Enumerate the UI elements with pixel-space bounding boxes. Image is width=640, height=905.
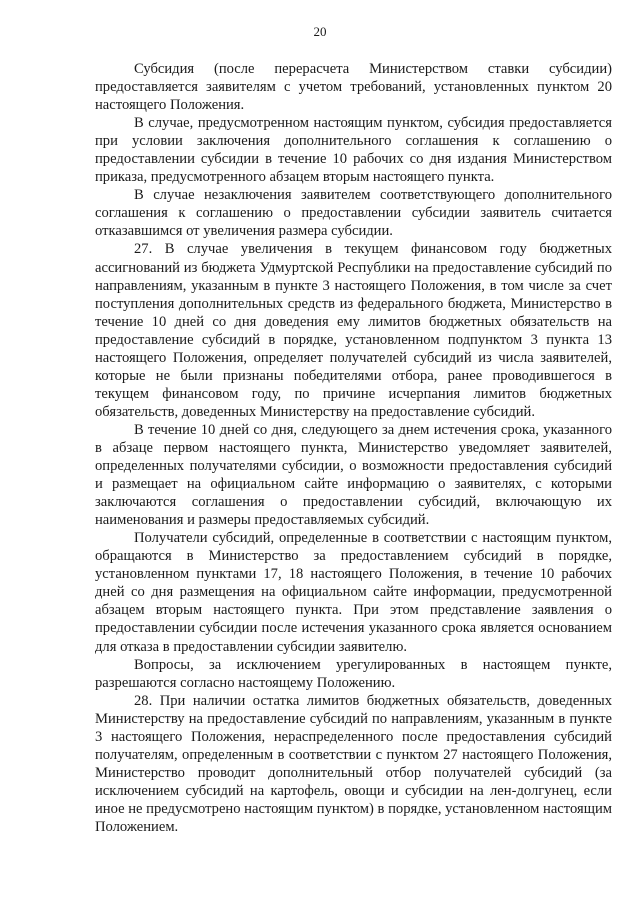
page-number: 20 xyxy=(313,24,327,39)
paragraph-27-other-questions: Вопросы, за исключением урегулированных в настоящем пункте, разрешаются согласно настоящему Положению. xyxy=(95,656,612,691)
paragraph-27: 27. В случае увеличения в текущем финансовом году бюджетных ассигнований из бюджета Удмуртской Республики на предоставление субсидий по направлениям, указанным в пункте 3 настоящего Положения, в том числе за счет поступления дополнительных средств из федерального бюджета, Министерство в течение 10 дней со дня доведения ему лимитов бюджетных обязательств на предоставление субсидий в порядке, установленном подпунктом 3 пункта 13 настоящего Положения, определяет получателей субсидий из числа заявителей, которые не были признаны победителями отбора, ранее проводившегося в текущем финансовом году, по причине исчерпания лимитов бюджетных обязательств, доведенных Министерству на предоставление субсидий. xyxy=(95,241,612,420)
paragraph-27-recipients: Получатели субсидий, определенные в соответствии с настоящим пунктом, обращаются в Министерство за предоставлением субсидий в порядке, установленном пунктами 17, 18 настоящего Положения, в течение 10 рабочих дней со дня размещения на официальном сайте информации, предусмотренной абзацем вторым настоящего пункта. При этом представление заявления о предоставлении субсидии после истечения указанного срока является основанием для отказа в предоставлении субсидии заявителю. xyxy=(95,530,612,655)
paragraph-non-conclusion: В случае незаключения заявителем соответствующего дополнительного соглашения к соглашению о предоставлении субсидии заявитель считается отказавшимся от увеличения размера субсидии. xyxy=(95,187,612,240)
paragraph-subsidy-recalculation: Субсидия (после перерасчета Министерством ставки субсидии) предоставляется заявителям с учетом требований, установленных пунктом 20 настоящего Положения. xyxy=(95,61,612,114)
paragraph-additional-agreement-condition: В случае, предусмотренном настоящим пунктом, субсидия предоставляется при условии заключения дополнительного соглашения к соглашению о предоставлении субсидии в течение 10 рабочих со дня издания Министерством приказа, предусмотренного абзацем вторым настоящего пункта. xyxy=(95,115,612,186)
paragraph-28: 28. При наличии остатка лимитов бюджетных обязательств, доведенных Министерству на предоставление субсидий по направлениям, указанным в пункте 3 настоящего Положения, нераспределенного после предоставления субсидий получателям, определенным в соответствии с пунктом 27 настоящего Положения, Министерство проводит дополнительный отбор получателей субсидий (за исключением субсидий на картофель, овощи и субсидии на лен-долгунец, если иное не предусмотрено настоящим пунктом) в порядке, установленном настоящим Положением. xyxy=(95,692,612,835)
document-body xyxy=(95,60,612,836)
paragraph-27-notification: В течение 10 дней со дня, следующего за днем истечения срока, указанного в абзаце первом настоящего пункта, Министерство уведомляет заявителей, определенных получателями субсидии, о возможности предоставления субсидий и размещает на официальном сайте информацию о заявителях, с которыми заключаются соглашения о предоставлении субсидий, включающую их наименования и размеры предоставляемых субсидий. xyxy=(95,421,612,529)
